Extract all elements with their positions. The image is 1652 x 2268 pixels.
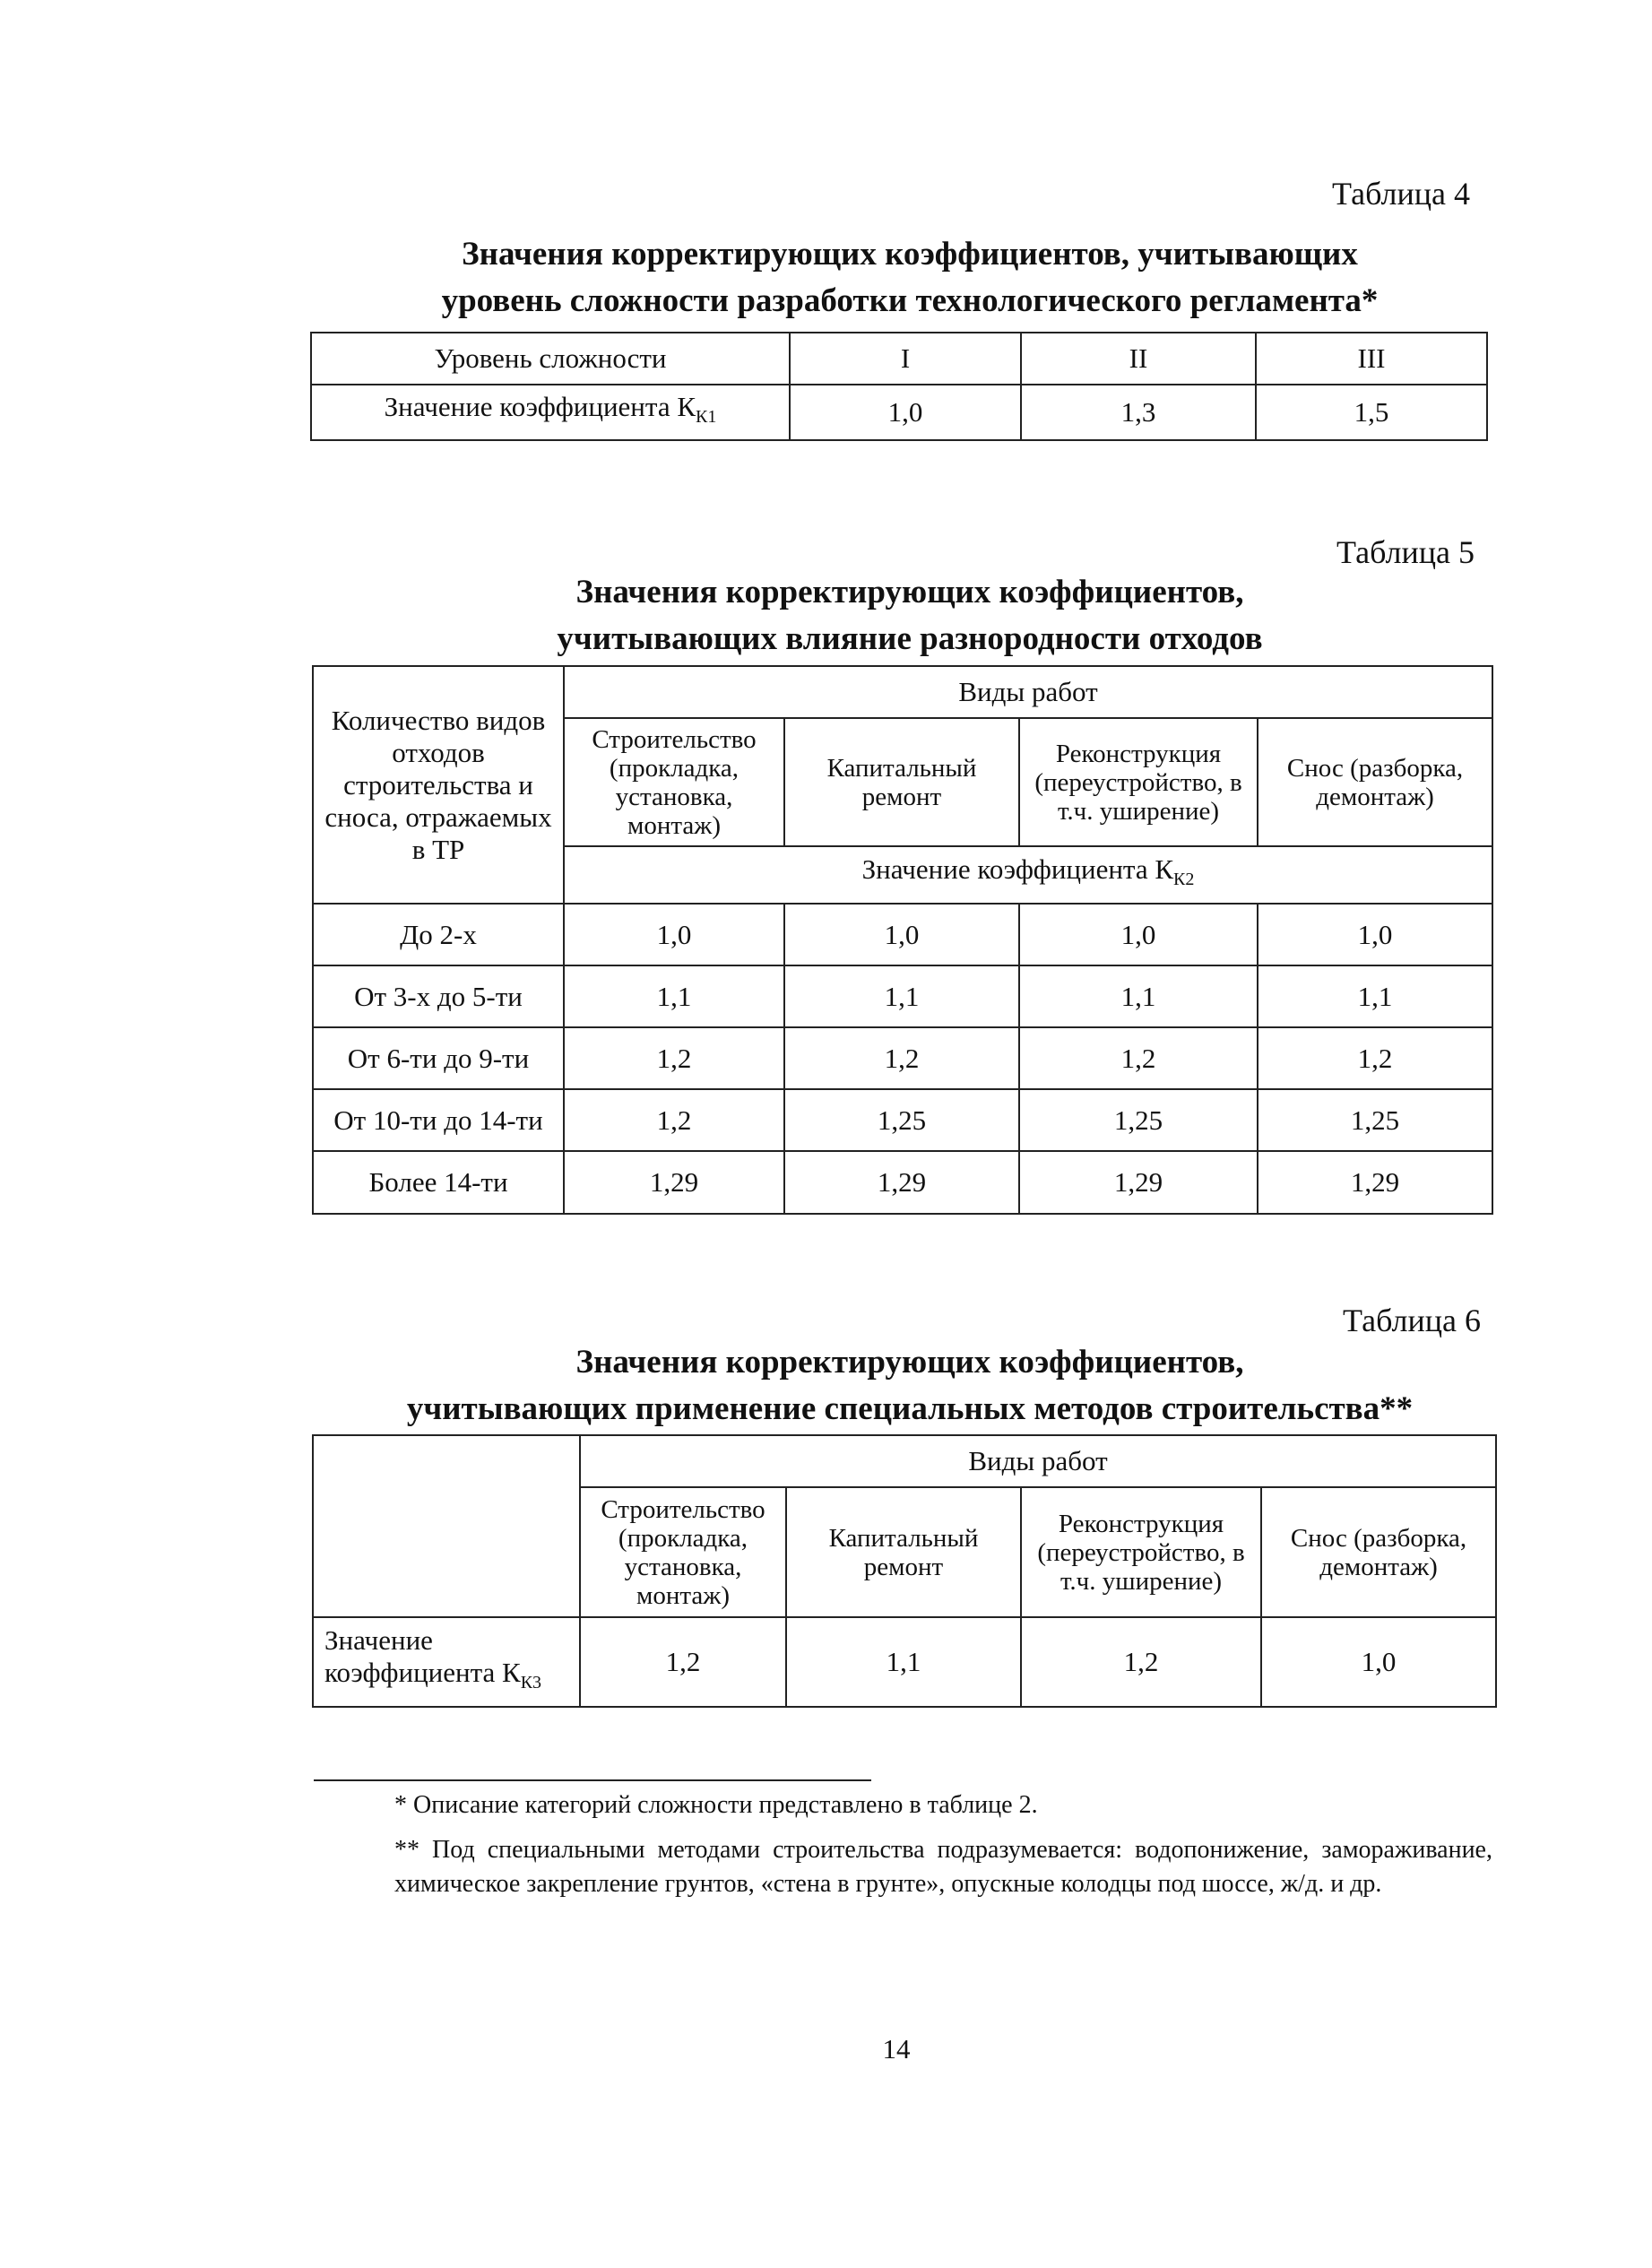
- table5-cell: 1,1: [1019, 965, 1258, 1027]
- table6-col-reconstruction: Реконструкция (переустройство, в т.ч. уширение): [1021, 1487, 1261, 1617]
- table5-row-header: Количество видов отходов строительства и сноса, отражаемых в ТР: [313, 666, 564, 904]
- table-row: [313, 1151, 1492, 1214]
- table4-title: [224, 231, 1596, 325]
- table5-col-construction: Строительство (прокладка, установка, монтаж): [564, 718, 784, 846]
- table5-cell: 1,25: [1019, 1089, 1258, 1151]
- table-row: [313, 1027, 1492, 1089]
- table6-col-construction: Строительство (прокладка, установка, монтаж): [580, 1487, 786, 1617]
- table6-title-line1: Значения корректирующих коэффициентов,: [575, 1344, 1244, 1381]
- table5-cell: 1,2: [784, 1027, 1019, 1089]
- table6-row-label: Значение коэффициента $К_{К3}$: [313, 1617, 580, 1707]
- table6: [312, 1434, 1497, 1708]
- table5-cell: 1,0: [1258, 904, 1492, 965]
- table6-value-construction: 1,2: [580, 1617, 786, 1707]
- table4-value-III: 1,5: [1256, 385, 1487, 440]
- table6-title-line2: учитывающих применение специальных методов строительства**: [406, 1390, 1414, 1427]
- table5-coef-label: Значение коэффициента $К_{К2}$: [564, 846, 1492, 904]
- table5-col-reconstruction: Реконструкция (переустройство, в т.ч. уширение): [1019, 718, 1258, 846]
- table5-cell: 1,1: [564, 965, 784, 1027]
- table5-title-line2: учитывающих влияние разнородности отходов: [557, 620, 1263, 657]
- table5-cell: 1,2: [1019, 1027, 1258, 1089]
- table6-col-demolition: Снос (разборка, демонтаж): [1261, 1487, 1496, 1617]
- table4-header-II: II: [1021, 333, 1256, 385]
- table4-value-II: 1,3: [1021, 385, 1256, 440]
- table5-cell: 1,2: [564, 1089, 784, 1151]
- table5-cell: 1,29: [564, 1151, 784, 1214]
- table4-row-label-sub: К1: [696, 407, 717, 428]
- table5-title-line1: Значения корректирующих коэффициентов,: [575, 574, 1244, 610]
- table5-cell: 1,29: [1019, 1151, 1258, 1214]
- footnote-1: * Описание категорий сложности представлено в таблице 2.: [394, 1791, 1038, 1819]
- table5-cell: 1,25: [1258, 1089, 1492, 1151]
- table5-label: Таблица 5: [1336, 534, 1475, 570]
- table5-row-label: От 3-х до 5-ти: [313, 965, 564, 1027]
- table5: [312, 665, 1493, 1215]
- table5-row-label: Более 14-ти: [313, 1151, 564, 1214]
- table5-cell: 1,2: [1258, 1027, 1492, 1089]
- table5-cell: 1,25: [784, 1089, 1019, 1151]
- table5-row-label: До 2-х: [313, 904, 564, 965]
- table6-col-repair: Капитальный ремонт: [786, 1487, 1021, 1617]
- table-row: [313, 965, 1492, 1027]
- table5-cell: 1,1: [784, 965, 1019, 1027]
- table5-col-repair: Капитальный ремонт: [784, 718, 1019, 846]
- table4-title-line2: уровень сложности разработки технологического регламента*: [441, 282, 1379, 319]
- table5-cell: 1,29: [784, 1151, 1019, 1214]
- table6-value-reconstruction: 1,2: [1021, 1617, 1261, 1707]
- table4-value-I: 1,0: [790, 385, 1021, 440]
- table-row: [313, 1089, 1492, 1151]
- table6-empty-corner: [313, 1435, 580, 1617]
- table4-header-level: Уровень сложности: [311, 333, 790, 385]
- table4-header-III: III: [1256, 333, 1487, 385]
- table6-row-label-sub: К3: [520, 1673, 542, 1693]
- table5-title: [224, 569, 1596, 662]
- table4-row-label: Значение коэффициента $К_{К1}$: [311, 385, 790, 440]
- table5-group-header: Виды работ: [564, 666, 1492, 718]
- table-row: [313, 904, 1492, 965]
- table5-coef-sub: К2: [1173, 870, 1195, 890]
- table6-value-demolition: 1,0: [1261, 1617, 1496, 1707]
- table5-row-label: От 6-ти до 9-ти: [313, 1027, 564, 1089]
- table5-cell: 1,0: [564, 904, 784, 965]
- table6-group-header: Виды работ: [580, 1435, 1496, 1487]
- table5-row-label: От 10-ти до 14-ти: [313, 1089, 564, 1151]
- footnote-2: ** Под специальными методами строительства подразумевается: водопонижение, замораживание, химическое закрепление грунтов, «стена в грунте», опускные колодцы под шоссе, ж/д. и др.: [394, 1836, 1492, 1898]
- table6-title: [224, 1339, 1596, 1433]
- table6-value-repair: 1,1: [786, 1617, 1021, 1707]
- table6-label: Таблица 6: [1343, 1303, 1481, 1338]
- footnote-divider: [314, 1779, 871, 1781]
- table5-cell: 1,2: [564, 1027, 784, 1089]
- table5-cell: 1,29: [1258, 1151, 1492, 1214]
- table4-title-line1: Значения корректирующих коэффициентов, учитывающих: [462, 236, 1358, 273]
- table4-label: Таблица 4: [1332, 176, 1470, 212]
- table4: [310, 332, 1488, 441]
- table5-col-demolition: Снос (разборка, демонтаж): [1258, 718, 1492, 846]
- table4-header-I: I: [790, 333, 1021, 385]
- page-number: 14: [882, 2033, 911, 2065]
- table5-cell: 1,0: [784, 904, 1019, 965]
- table5-cell: 1,0: [1019, 904, 1258, 965]
- table5-cell: 1,1: [1258, 965, 1492, 1027]
